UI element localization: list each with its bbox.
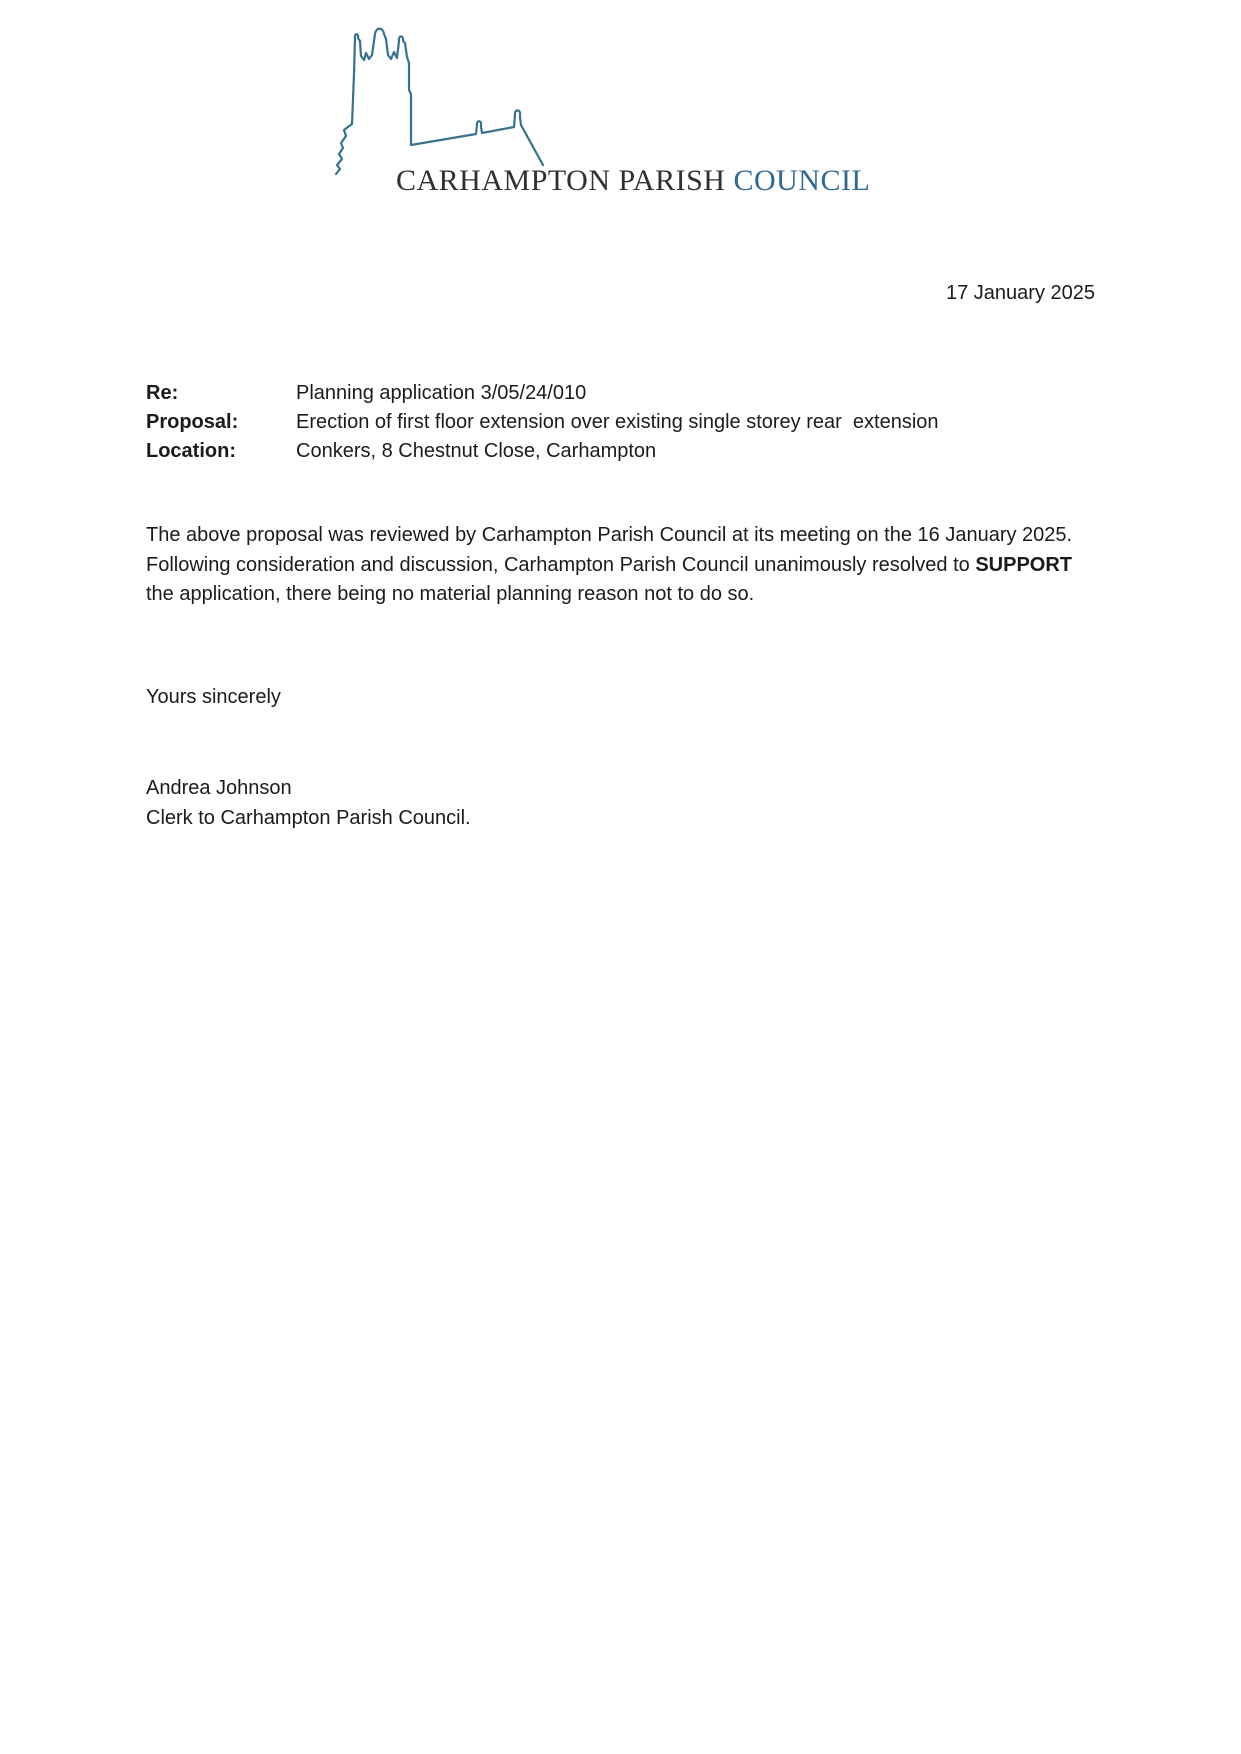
reference-row-location xyxy=(146,437,1106,466)
reference-label: Proposal: xyxy=(146,411,239,433)
reference-value: Planning application 3/05/24/010 xyxy=(296,382,587,404)
reference-label: Location: xyxy=(146,440,236,462)
reference-value: Conkers, 8 Chestnut Close, Carhampton xyxy=(296,440,657,462)
reference-block xyxy=(146,379,1106,466)
valediction: Yours sincerely xyxy=(146,686,281,708)
reference-row-proposal xyxy=(146,408,1106,437)
reference-row-re xyxy=(146,379,1106,408)
org-wordmark xyxy=(396,164,870,198)
letter-date: 17 January 2025 xyxy=(945,282,1095,304)
signatory-title: Clerk to Carhampton Parish Council. xyxy=(146,807,471,829)
reference-value: Erection of first floor extension over existing single storey rear extension xyxy=(296,411,939,433)
body-text-support: SUPPORT xyxy=(975,553,1073,576)
reference-label: Re: xyxy=(146,382,179,404)
org-wordmark-name: CARHAMPTON PARISH xyxy=(396,164,734,197)
letter-body xyxy=(146,521,1094,610)
church-tower-icon xyxy=(328,14,578,189)
body-text-before: The above proposal was reviewed by Carhampton Parish Council at its meeting on the 16 January 2025. Following consideration and discussion, Carhampton Parish Council unanimously resolved to xyxy=(146,524,1078,576)
body-text-after: the application, there being no material planning reason not to do so. xyxy=(146,553,1078,605)
signatory-name: Andrea Johnson xyxy=(146,777,292,799)
org-wordmark-council: COUNCIL xyxy=(733,164,871,197)
signature-block xyxy=(146,773,471,833)
